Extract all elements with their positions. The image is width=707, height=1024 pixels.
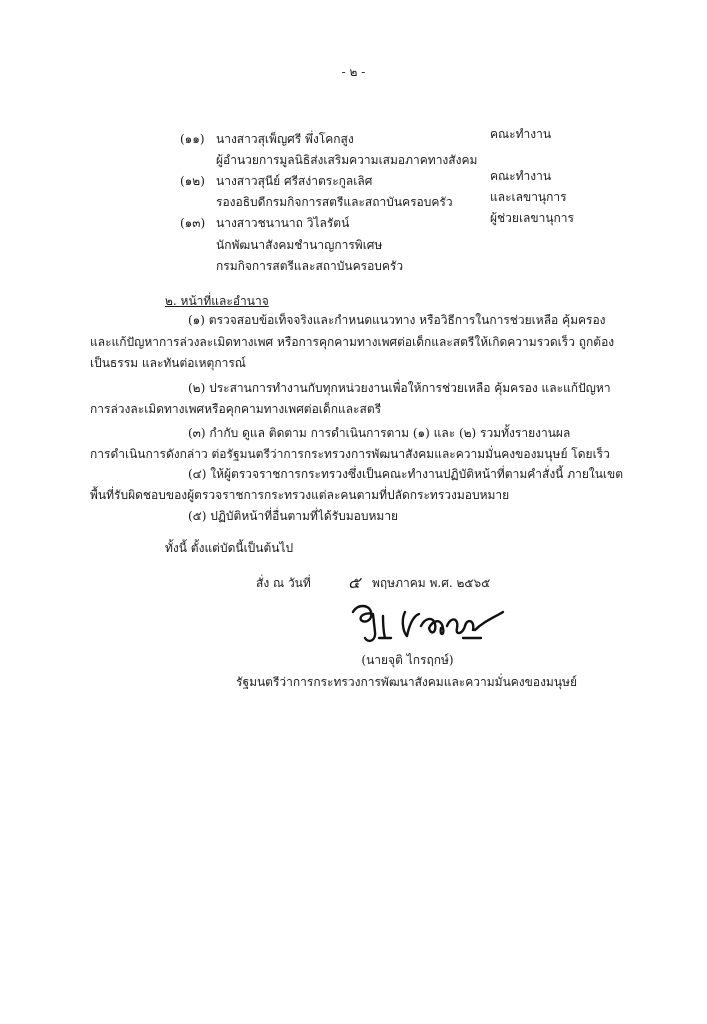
- member-number: (๑๓): [180, 216, 206, 230]
- member-role: ผู้ช่วยเลขานุการ: [490, 211, 574, 225]
- member-position: รองอธิบดีกรมกิจการสตรีและสถาบันครอบครัว: [216, 195, 453, 209]
- duty-continuation: และแก้ปัญหาการล่วงละเมิดทางเพศ หรือการคุกคามทางเพศต่อเด็กและสตรีให้เกิดความรวดเร็ว ถูกต้อง: [90, 335, 615, 349]
- duty-continuation: การล่วงละเมิดทางเพศหรือคุกคามทางเพศต่อเด็กและสตรี: [90, 402, 382, 416]
- member-name: นางสาวสุเพ็ญศรี พึ่งโคกสูง: [216, 132, 354, 146]
- member-number: (๑๑): [180, 132, 205, 146]
- duty-item: (๑) ตรวจสอบข้อเท็จจริงและกำหนดแนวทาง หรือวิธีการในการช่วยเหลือ คุ้มครอง: [188, 313, 606, 327]
- member-role: และเลขานุการ: [490, 190, 567, 204]
- page-number: - ๒ -: [341, 65, 366, 79]
- member-number: (๑๒): [180, 174, 205, 188]
- member-position: ผู้อำนวยการมูลนิธิส่งเสริมความเสมอภาคทางสังคม: [216, 153, 478, 167]
- signatory-name: (นายจุติ ไกรฤกษ์): [361, 653, 454, 667]
- duty-item: (๒) ประสานการทำงานกับทุกหน่วยงานเพื่อให้การช่วยเหลือ คุ้มครอง และแก้ปัญหา: [188, 381, 611, 395]
- duty-item: (๔) ให้ผู้ตรวจราชการกระทรวงซึ่งเป็นคณะทำงานปฏิบัติหน้าที่ตามคำสั่งนี้ ภายในเขต: [188, 467, 624, 481]
- member-position: กรมกิจการสตรีและสถาบันครอบครัว: [216, 259, 404, 273]
- order-date-month-year: พฤษภาคม พ.ศ. ๒๕๖๕: [372, 576, 491, 590]
- member-role: คณะทำงาน: [490, 169, 552, 183]
- order-date-prefix: สั่ง ณ วันที่: [256, 576, 311, 590]
- duty-continuation: การดำเนินการดังกล่าว ต่อรัฐมนตรีว่าการกระทรวงการพัฒนาสังคมและความมั่นคงของมนุษย์ โดยเร็ว: [90, 447, 610, 461]
- duty-item: (๓) กำกับ ดูแล ติดตาม การดำเนินการตาม (๑) และ (๒) รวมทั้งรายงานผล: [188, 426, 571, 440]
- signatory-title: รัฐมนตรีว่าการกระทรวงการพัฒนาสังคมและความมั่นคงของมนุษย์: [236, 675, 577, 689]
- member-name: นางสาวสุนีย์ ศรีสง่าตระกูลเลิศ: [216, 174, 373, 188]
- effective-clause: ทั้งนี้ ตั้งแต่บัดนี้เป็นต้นไป: [165, 541, 294, 555]
- duty-continuation: พื้นที่รับผิดชอบของผู้ตรวจราชการกระทรวงแต่ละคนตามที่ปลัดกระทรวงมอบหมาย: [90, 488, 510, 502]
- member-role: คณะทำงาน: [490, 127, 552, 141]
- duty-continuation: เป็นธรรม และทันต่อเหตุการณ์: [90, 356, 246, 370]
- duty-item: (๕) ปฏิบัติหน้าที่อื่นตามที่ได้รับมอบหมาย: [188, 509, 399, 523]
- signature-drawing: [343, 598, 513, 648]
- member-position: นักพัฒนาสังคมชำนาญการพิเศษ: [216, 238, 383, 252]
- section-heading: ๒. หน้าที่และอำนาจ: [165, 294, 269, 308]
- member-name: นางสาวชนานาถ วิไลรัตน์: [216, 216, 350, 230]
- order-date-day: ๕: [348, 573, 361, 592]
